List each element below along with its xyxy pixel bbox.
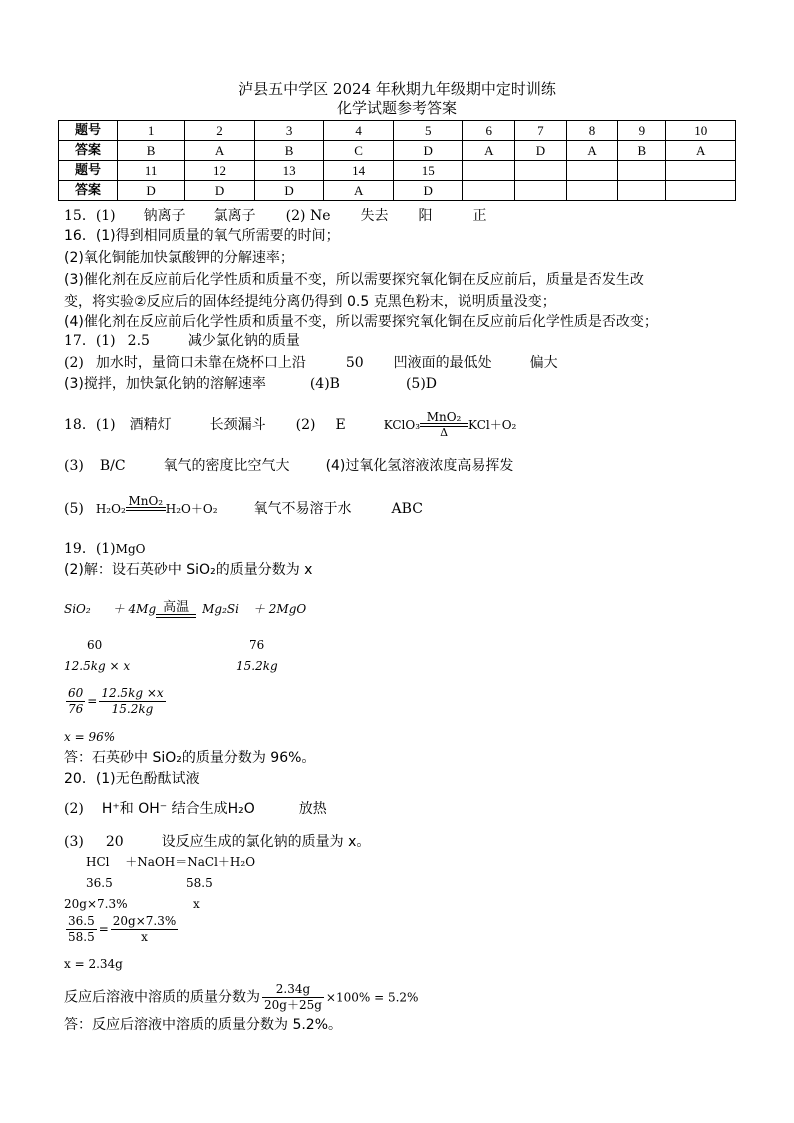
q20-answer-4: 设反应生成的氯化钠的质量为 x。 bbox=[161, 834, 371, 850]
denominator: 58.5 bbox=[68, 930, 95, 944]
table-cell bbox=[618, 181, 666, 201]
q20-mass-2: 58.5 bbox=[186, 876, 213, 890]
table-cell: D bbox=[118, 181, 185, 201]
table-cell: 1 bbox=[118, 121, 185, 141]
q19-mass-1: 60 bbox=[87, 638, 103, 652]
q17-answer-6: (4)B bbox=[309, 376, 340, 392]
q20-line-2 bbox=[64, 800, 327, 818]
table-cell: 12 bbox=[185, 161, 255, 181]
q18-line-2 bbox=[64, 457, 513, 475]
q15-part-2: (2) Ne bbox=[285, 208, 331, 224]
q20-equation: HCl ＋NaOH＝NaCl＋H₂O bbox=[86, 855, 256, 869]
q15-answer-3: 失去 bbox=[360, 208, 389, 224]
q17-answer-5: (3)搅拌，加快氯化钠的溶解速率 bbox=[64, 376, 266, 392]
q19-eq-d: ＋ 2MgO bbox=[252, 602, 307, 616]
page-subtitle: 化学试题参考答案 bbox=[336, 99, 457, 117]
q20-part-3: (3) bbox=[64, 834, 84, 850]
q18-answer-3: E bbox=[335, 417, 346, 433]
q17-num: 17．(1) bbox=[64, 333, 116, 349]
q19-eq-a: SiO₂ bbox=[64, 602, 91, 616]
high-temp-condition: 高温 bbox=[163, 600, 190, 615]
table-cell: D bbox=[393, 181, 463, 201]
q15-answer-5: 正 bbox=[472, 208, 487, 224]
q20-part-2: (2) bbox=[64, 801, 84, 817]
table-cell: B bbox=[118, 141, 185, 161]
q19-line-2: (2)解：设石英砂中 SiO₂的质量分数为 x bbox=[64, 562, 313, 578]
denominator: 20g＋25g bbox=[264, 998, 322, 1012]
q16-line-1: 16．(1)得到相同质量的氧气所需要的时间； bbox=[64, 228, 340, 244]
page-title: 泸县五中学区 2024 年秋期九年级期中定时训练 bbox=[238, 80, 556, 98]
q20-value: 20 bbox=[105, 834, 124, 850]
q17-value-1: 2.5 bbox=[127, 333, 150, 349]
table-cell: A bbox=[463, 141, 515, 161]
reaction-arrow-2 bbox=[126, 495, 166, 523]
q19-eq-b: ＋ 4Mg bbox=[112, 602, 157, 616]
q15-num: 15．(1) bbox=[64, 208, 116, 224]
q17-line-3 bbox=[64, 375, 437, 393]
q17-part-2: (2) bbox=[64, 355, 84, 371]
table-cell: 3 bbox=[254, 121, 324, 141]
q16-line-4: 变，将实验②反应后的固体经提纯分离仍得到 0.5 克黑色粉末，说明质量没变； bbox=[64, 294, 556, 310]
q19-num: 19．(1) bbox=[64, 541, 116, 557]
table-cell: 9 bbox=[618, 121, 666, 141]
table-cell: A bbox=[566, 141, 618, 161]
q18-eq-right: KCl＋O₂ bbox=[468, 418, 517, 432]
q19-given-1: 12.5kg × x bbox=[64, 659, 131, 673]
denominator: 15.2kg bbox=[111, 702, 154, 716]
table-cell bbox=[515, 161, 567, 181]
catalyst-2: MnO₂ bbox=[128, 494, 164, 508]
header-cell: 题号 bbox=[59, 121, 118, 141]
fraction bbox=[66, 914, 97, 945]
table-cell bbox=[666, 181, 736, 201]
q19-answer-1: MgO bbox=[115, 542, 146, 556]
table-cell: 4 bbox=[324, 121, 394, 141]
table-cell: 13 bbox=[254, 161, 324, 181]
q15-answer-4: 阳 bbox=[418, 208, 433, 224]
q18-part-3: (3) bbox=[64, 458, 84, 474]
q19-mass-2: 76 bbox=[249, 638, 265, 652]
table-row-q2 bbox=[59, 161, 736, 181]
fraction bbox=[99, 686, 165, 717]
denominator: 76 bbox=[68, 702, 84, 716]
numerator: 36.5 bbox=[68, 914, 95, 928]
answer-table bbox=[58, 120, 736, 201]
denominator: x bbox=[141, 930, 148, 944]
fraction bbox=[111, 914, 179, 945]
table-cell: C bbox=[324, 141, 394, 161]
q20-mass-1: 36.5 bbox=[86, 876, 113, 890]
q19-proportion: $\frac{60}{76}$ = $\frac{12.5kg \times x}{15.2kg}$ bbox=[68, 686, 164, 716]
q15-line bbox=[64, 207, 486, 225]
table-cell: D bbox=[393, 141, 463, 161]
header-cell: 答案 bbox=[59, 181, 118, 201]
q18-num: 18．(1) bbox=[64, 417, 116, 433]
table-cell: A bbox=[185, 141, 255, 161]
q17-line-2 bbox=[64, 354, 558, 372]
q17-value-2: 50 bbox=[345, 355, 364, 371]
table-cell bbox=[618, 161, 666, 181]
table-row-a2 bbox=[59, 181, 736, 201]
table-cell: 15 bbox=[393, 161, 463, 181]
q20-percent-label: 反应后溶液中溶质的质量分数为 bbox=[64, 989, 260, 1006]
table-cell bbox=[463, 161, 515, 181]
q16-line-3: (3)催化剂在反应前后化学性质和质量不变，所以需要探究氧化铜在反应前后，质量是否发生改 bbox=[64, 272, 644, 288]
numerator: 20g×7.3% bbox=[112, 914, 177, 928]
header-cell: 题号 bbox=[59, 161, 118, 181]
q20-line-3 bbox=[64, 833, 370, 851]
table-cell: 11 bbox=[118, 161, 185, 181]
q18-answer-1: 酒精灯 bbox=[129, 417, 172, 433]
q15-answer-1: 钠离子 bbox=[143, 208, 186, 224]
table-cell: 7 bbox=[515, 121, 567, 141]
fraction bbox=[66, 686, 85, 717]
numerator: 2.34g bbox=[262, 982, 324, 998]
q20-given-2: x bbox=[193, 897, 200, 911]
numerator: 12.5kg ×x bbox=[101, 686, 164, 700]
table-cell: 2 bbox=[185, 121, 255, 141]
table-cell: 5 bbox=[393, 121, 463, 141]
q19-eq-c: Mg₂Si bbox=[202, 602, 239, 616]
reaction-arrow-3 bbox=[156, 602, 196, 618]
q18-answer-2: 长颈漏斗 bbox=[209, 417, 266, 433]
q17-line-1 bbox=[64, 332, 300, 350]
q18-answer-8: ABC bbox=[391, 501, 423, 517]
q17-answer-3: 凹液面的最低处 bbox=[393, 355, 492, 371]
q20-result: x = 2.34g bbox=[64, 957, 123, 971]
q19-line-1 bbox=[64, 540, 145, 558]
table-cell bbox=[566, 161, 618, 181]
table-cell bbox=[463, 181, 515, 201]
q19-given-2: 15.2kg bbox=[236, 659, 278, 673]
q18-line-1 bbox=[64, 410, 516, 440]
fraction bbox=[262, 982, 324, 1013]
q17-answer-2: 加水时，量筒口未靠在烧杯口上沿 bbox=[95, 355, 306, 371]
q18-part-2: (2) bbox=[295, 417, 316, 433]
q20-percent-result: ×100% = 5.2% bbox=[325, 990, 419, 1005]
q18-eq2-left: H₂O₂ bbox=[95, 502, 126, 516]
q17-answer-4: 偏大 bbox=[529, 355, 558, 371]
table-cell bbox=[515, 181, 567, 201]
q18-line-3 bbox=[64, 494, 423, 524]
q18-part-5: (5) bbox=[64, 501, 84, 517]
q20-answer-2: H⁺和 OH⁻ 结合生成H₂O bbox=[101, 801, 255, 817]
q20-conclusion: 答：反应后溶液中溶质的质量分数为 5.2%。 bbox=[64, 1017, 343, 1033]
table-cell: D bbox=[515, 141, 567, 161]
q19-result: x = 96% bbox=[64, 730, 116, 744]
q20-proportion: $\frac{36.5}{58.5}$ = $\frac{20g\times 7.3\%}{x}$ bbox=[68, 914, 177, 944]
header-cell: 答案 bbox=[59, 141, 118, 161]
q20-percent-line bbox=[64, 982, 418, 1013]
q16-line-2: (2)氧化铜能加快氯酸钾的分解速率； bbox=[64, 250, 294, 266]
q18-eq2-right: H₂O＋O₂ bbox=[165, 502, 218, 516]
q18-eq-left: KClO₃ bbox=[383, 418, 421, 432]
q19-conclusion: 答：石英砂中 SiO₂的质量分数为 96%。 bbox=[64, 750, 316, 766]
table-cell: 14 bbox=[324, 161, 394, 181]
q18-answer-6: (4)过氧化氢溶液浓度高易挥发 bbox=[325, 458, 514, 474]
table-cell: A bbox=[666, 141, 736, 161]
table-row-a1 bbox=[59, 141, 736, 161]
q17-answer-7: (5)D bbox=[405, 376, 438, 392]
q17-answer-1: 减少氯化钠的质量 bbox=[187, 333, 300, 349]
table-cell bbox=[666, 161, 736, 181]
table-cell: A bbox=[324, 181, 394, 201]
q15-answer-2: 氯离子 bbox=[213, 208, 256, 224]
reaction-arrow bbox=[420, 411, 468, 439]
table-cell: 6 bbox=[463, 121, 515, 141]
table-cell: 10 bbox=[666, 121, 736, 141]
q18-answer-4: B/C bbox=[99, 458, 126, 474]
q20-given-1: 20g×7.3% bbox=[64, 897, 128, 911]
q19-equation bbox=[64, 600, 306, 618]
table-row-q1 bbox=[59, 121, 736, 141]
table-cell: B bbox=[618, 141, 666, 161]
numerator: 60 bbox=[68, 686, 84, 700]
heat-condition: Δ bbox=[440, 426, 449, 439]
q16-line-5: (4)催化剂在反应前后化学性质和质量不变，所以需要探究氧化铜在反应前后化学性质是否改变； bbox=[64, 314, 658, 330]
q18-answer-7: 氧气不易溶于水 bbox=[253, 501, 352, 517]
table-cell: D bbox=[185, 181, 255, 201]
q20-answer-3: 放热 bbox=[298, 801, 327, 817]
table-cell: D bbox=[254, 181, 324, 201]
catalyst: MnO₂ bbox=[426, 410, 462, 424]
table-cell: 8 bbox=[566, 121, 618, 141]
table-cell bbox=[566, 181, 618, 201]
q20-line-1: 20．(1)无色酚酞试液 bbox=[64, 771, 200, 787]
q18-answer-5: 氧气的密度比空气大 bbox=[163, 458, 290, 474]
table-cell: B bbox=[254, 141, 324, 161]
